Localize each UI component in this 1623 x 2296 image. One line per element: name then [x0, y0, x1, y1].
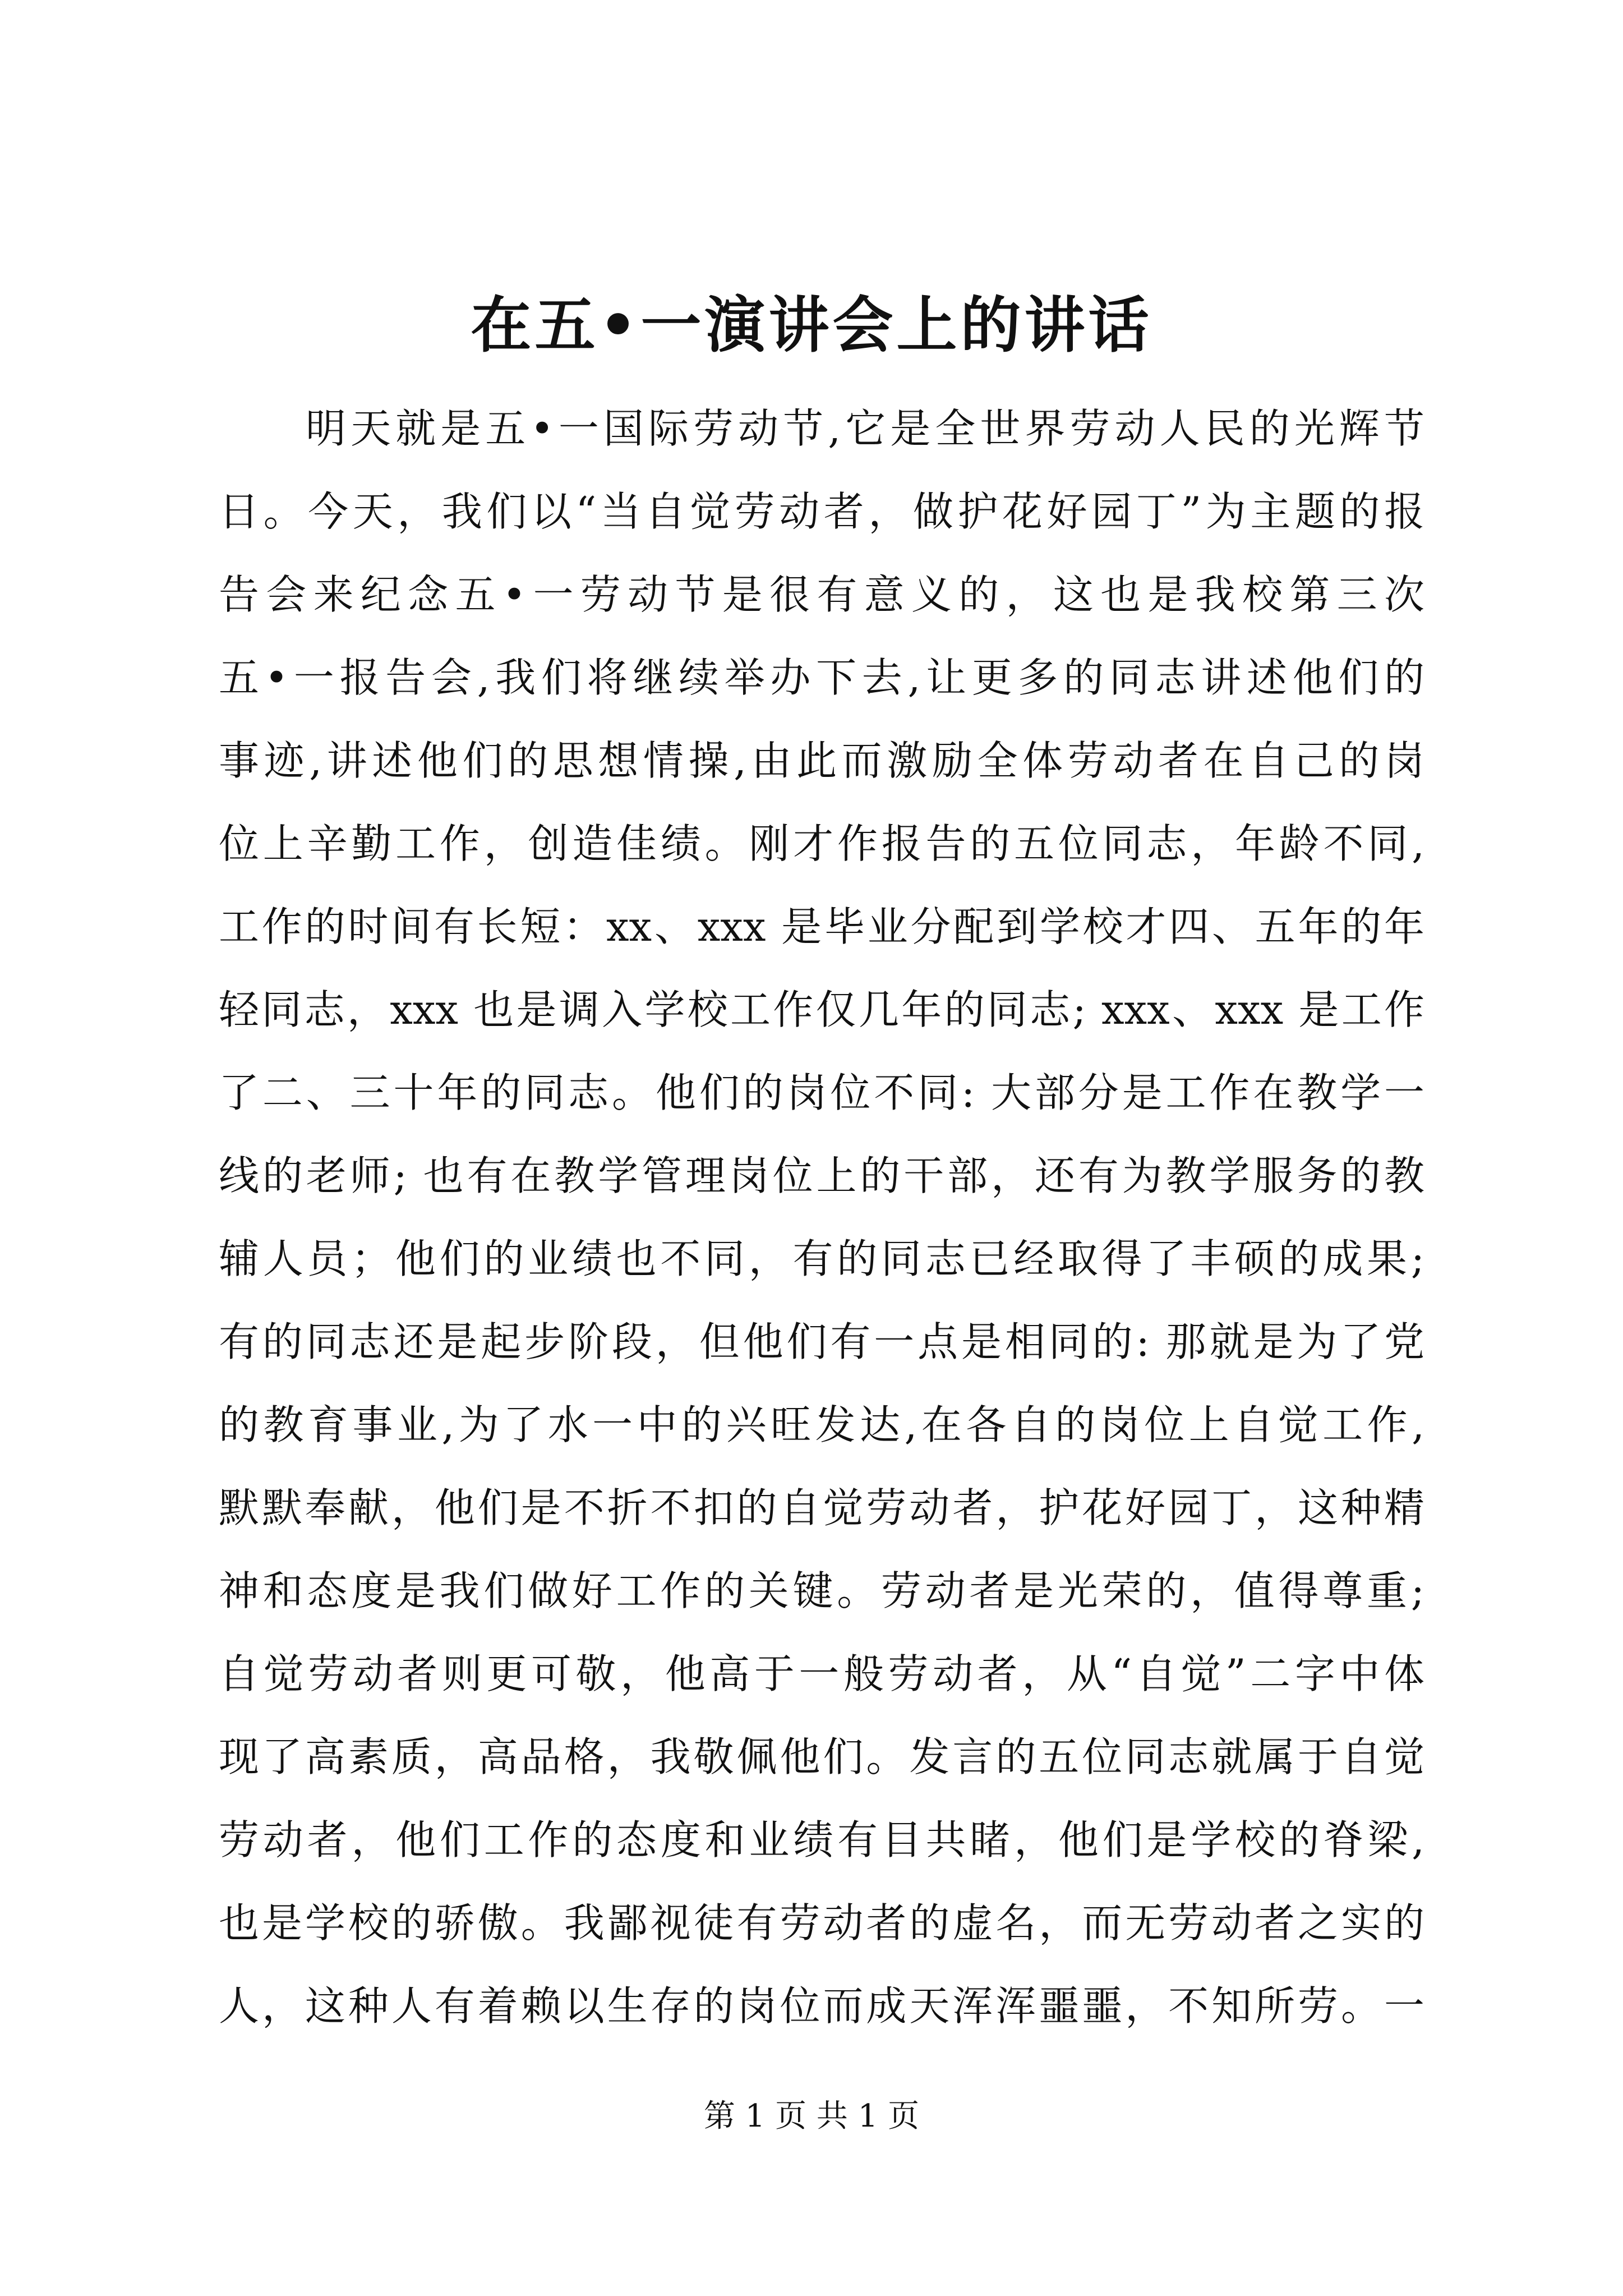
body-line: 劳动者，他们工作的态度和业绩有目共睹，他们是学校的脊梁,: [219, 1816, 1424, 1864]
body-line: 位上辛勤工作，创造佳绩。刚才作报告的五位同志，年龄不同,: [219, 820, 1424, 867]
body-line: 明天就是五•一国际劳动节,它是全世界劳动人民的光辉节: [306, 405, 1424, 452]
body-line: 告会来纪念五•一劳动节是很有意义的，这也是我校第三次: [219, 571, 1424, 618]
body-line: 有的同志还是起步阶段，但他们有一点是相同的: 那就是为了党: [219, 1318, 1424, 1365]
body-line: 神和态度是我们做好工作的关键。劳动者是光荣的，值得尊重;: [219, 1567, 1424, 1614]
body-line: 线的老师; 也有在教学管理岗位上的干部，还有为教学服务的教: [219, 1152, 1424, 1199]
body-line: 默默奉献，他们是不折不扣的自觉劳动者，护花好园丁，这种精: [219, 1484, 1424, 1531]
body-line: 自觉劳动者则更可敬，他高于一般劳动者，从“自觉”二字中体: [219, 1650, 1424, 1697]
body-line: 轻同志，xxx 也是调入学校工作仅几年的同志; xxx、xxx 是工作: [219, 986, 1424, 1033]
body-line: 事迹,讲述他们的思想情操,由此而激励全体劳动者在自己的岗: [219, 737, 1424, 784]
body-line: 也是学校的骄傲。我鄙视徒有劳动者的虚名，而无劳动者之实的: [219, 1899, 1424, 1947]
body-line: 人，这种人有着赖以生存的岗位而成天浑浑噩噩，不知所劳。一: [219, 1982, 1424, 2030]
body-line: 五•一报告会,我们将继续举办下去,让更多的同志讲述他们的: [219, 654, 1424, 701]
body-line: 了二、三十年的同志。他们的岗位不同: 大部分是工作在教学一: [219, 1069, 1424, 1116]
body-line: 日。今天，我们以“当自觉劳动者，做护花好园丁”为主题的报: [219, 488, 1424, 535]
page-footer: 第 1 页 共 1 页: [703, 2098, 920, 2134]
body-line: 现了高素质，高品格，我敬佩他们。发言的五位同志就属于自觉: [219, 1733, 1424, 1780]
body-line: 的教育事业,为了水一中的兴旺发达,在各自的岗位上自觉工作,: [219, 1401, 1424, 1448]
body-line: 辅人员；他们的业绩也不同，有的同志已经取得了丰硕的成果;: [219, 1235, 1424, 1282]
document-title: 在五•一演讲会上的讲话: [471, 290, 1152, 361]
body-line: 工作的时间有长短：xx、xxx 是毕业分配到学校才四、五年的年: [219, 903, 1424, 950]
body-text: [219, 387, 1424, 2047]
